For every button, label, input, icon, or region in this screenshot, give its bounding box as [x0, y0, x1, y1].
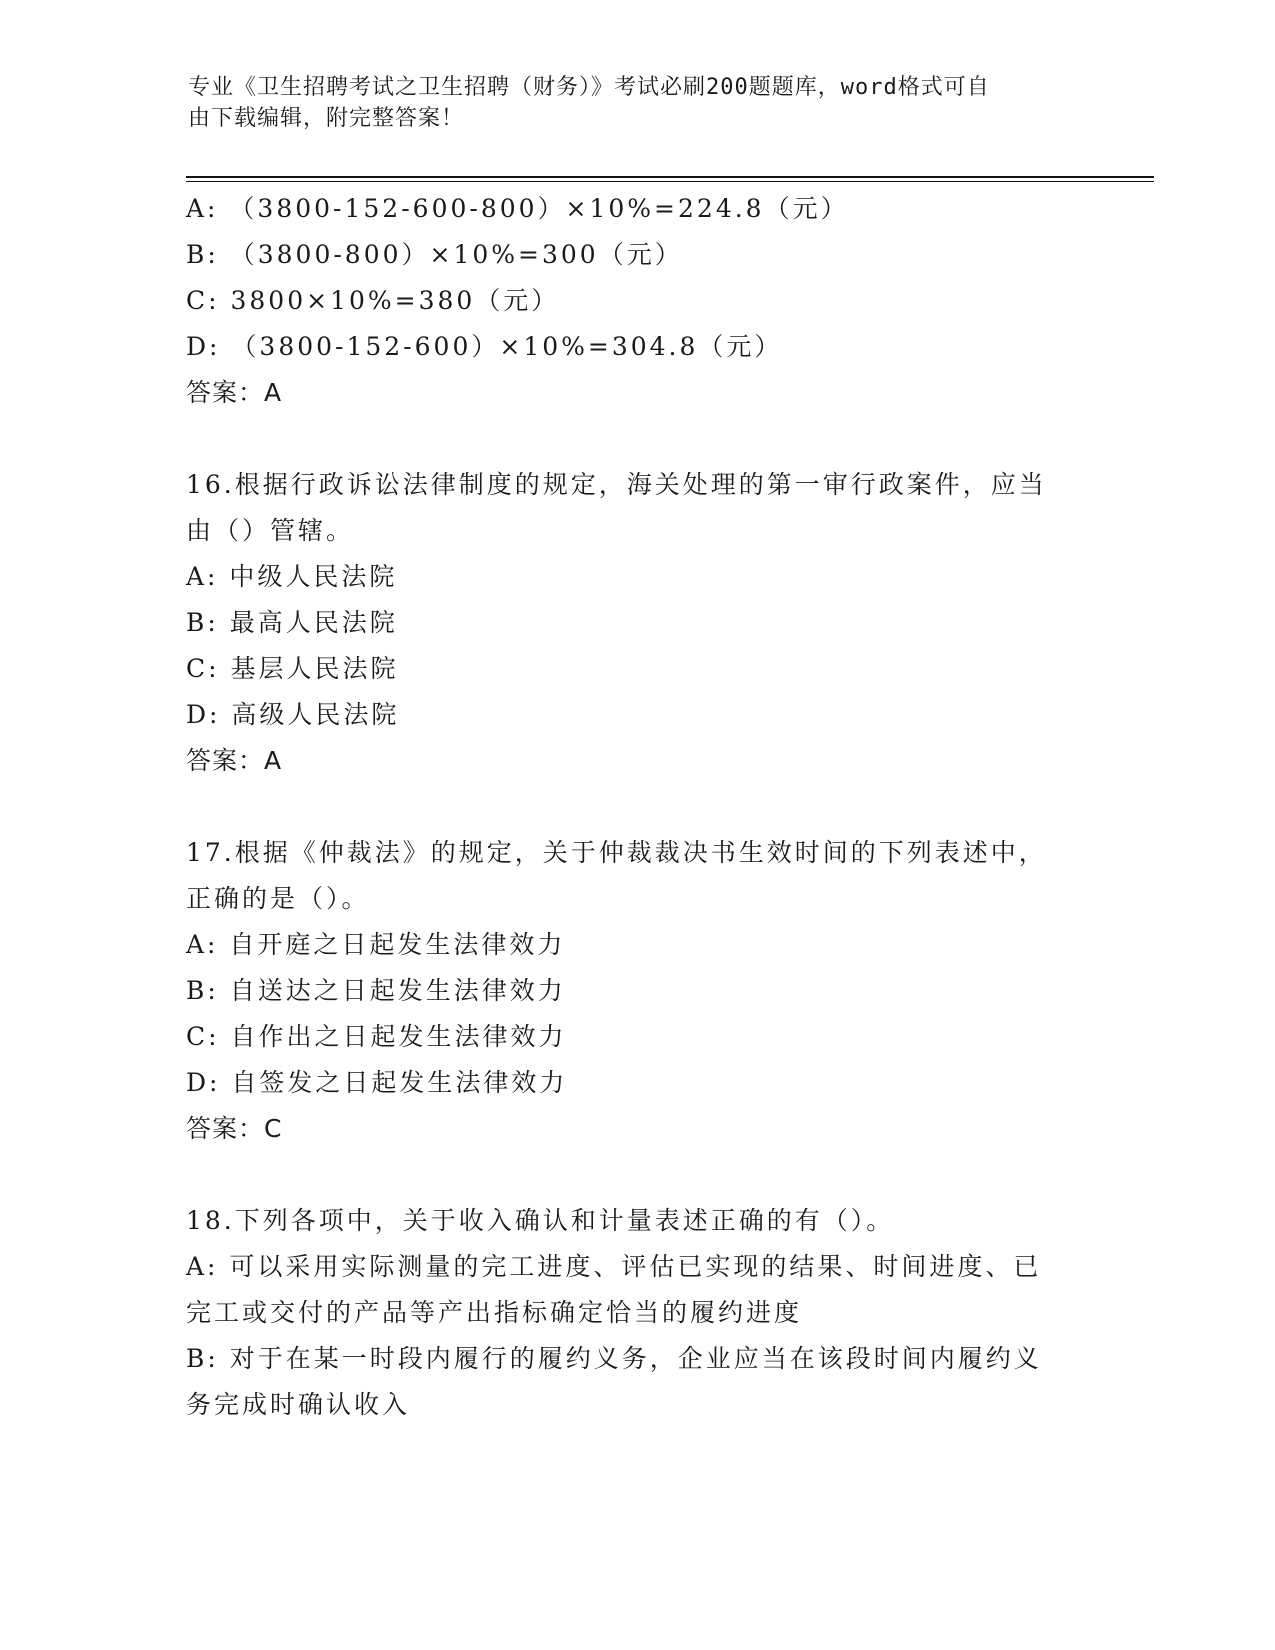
answer: 答案：C: [186, 1114, 283, 1143]
prev-question-block: [186, 186, 1086, 416]
question-18: [186, 1198, 1086, 1428]
header-line-2: 由下载编辑，附完整答案！: [188, 106, 465, 131]
spacer: [186, 416, 1086, 462]
question-stem: 17.根据《仲裁法》的规定，关于仲裁裁决书生效时间的下列表述中，: [186, 838, 1047, 867]
option-a: A: （3800-152-600-800）×10%=224.8（元）: [186, 194, 849, 223]
header-divider: [186, 176, 1154, 182]
spacer: [186, 1152, 1086, 1198]
option-d: D: 高级人民法院: [186, 700, 400, 729]
question-17: [186, 830, 1086, 1152]
question-stem: 16.根据行政诉讼法律制度的规定，海关处理的第一审行政案件，应当: [186, 470, 1047, 499]
option-d: D: 自签发之日起发生法律效力: [186, 1068, 568, 1097]
option-a-cont: 完工或交付的产品等产出指标确定恰当的履约进度: [186, 1298, 803, 1327]
option-c: C: 3800×10%=380（元）: [186, 286, 560, 315]
header-line-1: 专业《卫生招聘考试之卫生招聘（财务）》考试必刷200题题库，word格式可自: [188, 75, 990, 100]
document-header: [188, 72, 1068, 134]
option-a: A: 可以采用实际测量的完工进度、评估已实现的结果、时间进度、已: [186, 1252, 1042, 1281]
option-c: C: 基层人民法院: [186, 654, 399, 683]
option-b: B: 最高人民法院: [186, 608, 398, 637]
question-16: [186, 462, 1086, 784]
spacer: [186, 784, 1086, 830]
option-c: C: 自作出之日起发生法律效力: [186, 1022, 567, 1051]
answer: 答案：A: [186, 746, 283, 775]
answer: 答案：A: [186, 378, 283, 407]
question-stem-cont: 正确的是（）。: [186, 884, 370, 913]
question-content: [186, 186, 1086, 1428]
option-a: A: 中级人民法院: [186, 562, 398, 591]
option-a: A: 自开庭之日起发生法律效力: [186, 930, 566, 959]
question-stem-cont: 由（）管辖。: [186, 516, 355, 545]
option-b: B: （3800-800）×10%=300（元）: [186, 240, 683, 269]
option-d: D: （3800-152-600）×10%=304.8（元）: [186, 332, 783, 361]
option-b-cont: 务完成时确认收入: [186, 1390, 411, 1419]
option-b: B: 自送达之日起发生法律效力: [186, 976, 566, 1005]
option-b: B: 对于在某一时段内履行的履约义务，企业应当在该段时间内履约义: [186, 1344, 1042, 1373]
question-stem: 18.下列各项中，关于收入确认和计量表述正确的有（）。: [186, 1206, 895, 1235]
